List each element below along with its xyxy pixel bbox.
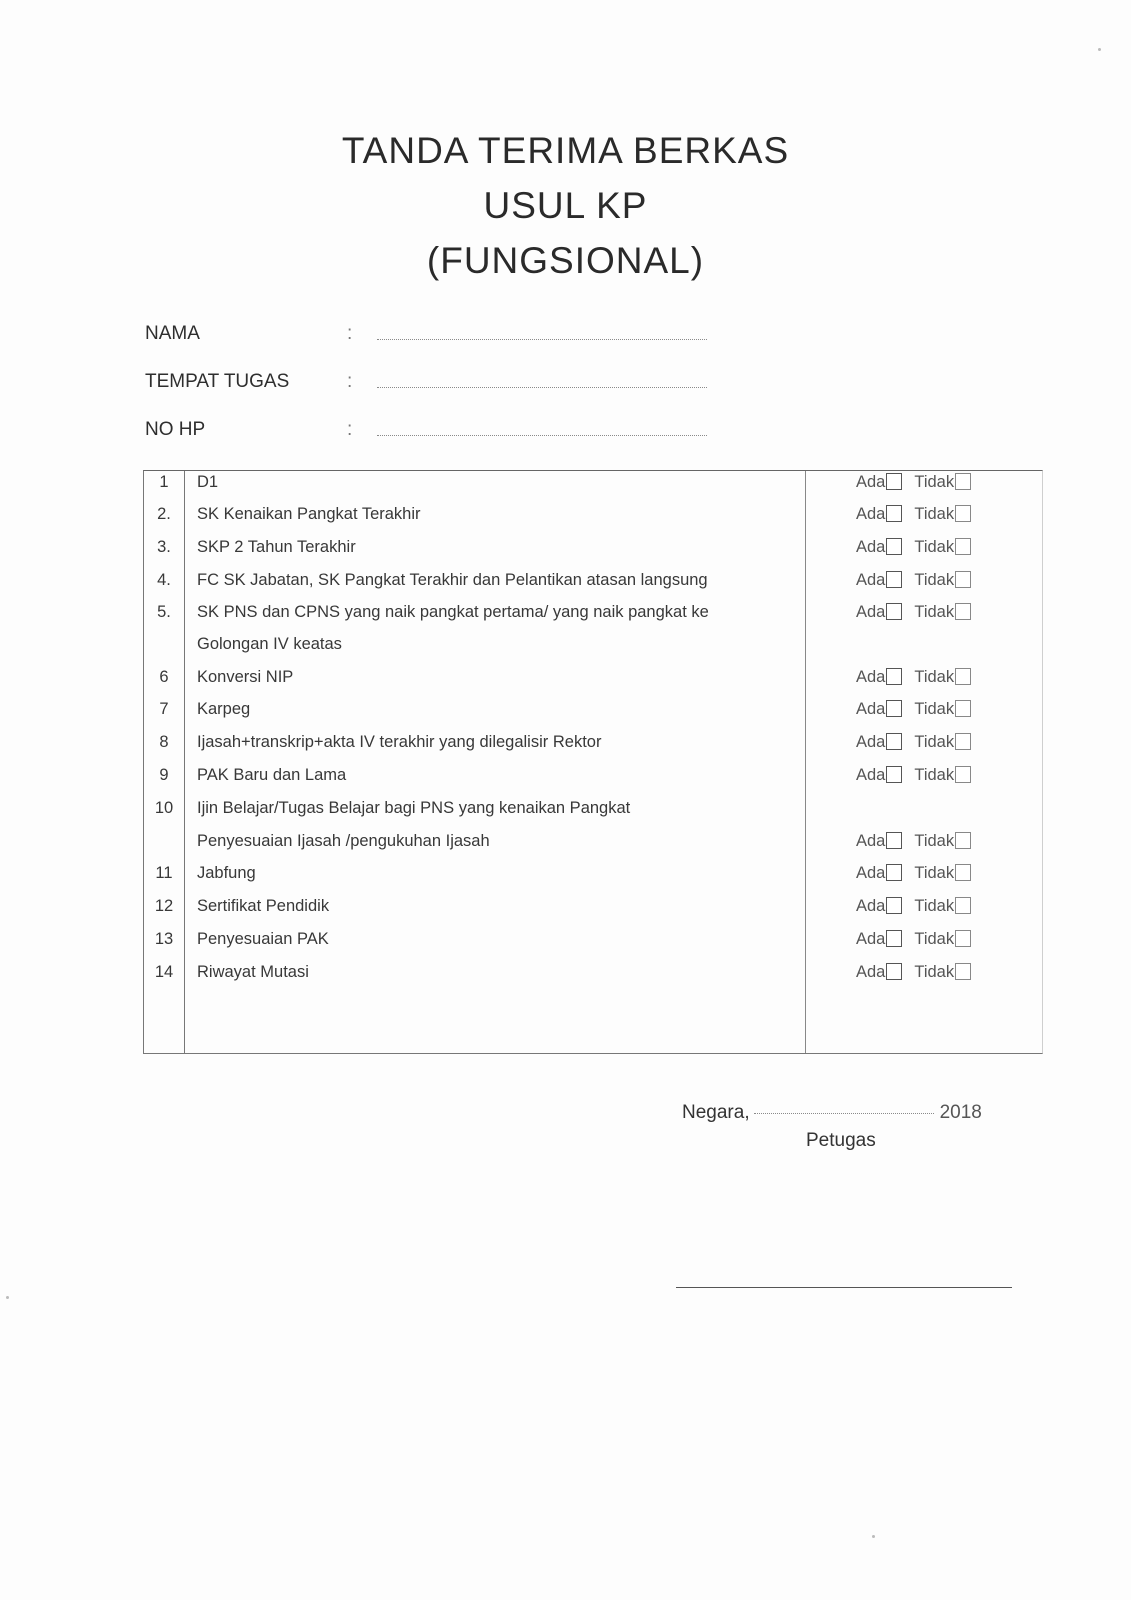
tidak-checkbox[interactable] xyxy=(955,864,971,881)
ada-label: Ada xyxy=(856,963,886,981)
ada-label: Ada xyxy=(856,700,886,718)
officer-label: Petugas xyxy=(806,1130,876,1151)
ada-checkbox[interactable] xyxy=(886,473,902,490)
tidak-label: Tidak xyxy=(914,963,955,981)
row-number: 12 xyxy=(154,897,174,915)
year-label: 2018 xyxy=(939,1102,982,1123)
tidak-label: Tidak xyxy=(914,473,955,491)
table-row xyxy=(144,928,1042,958)
ada-label: Ada xyxy=(856,733,886,751)
ada-label: Ada xyxy=(856,473,886,491)
no-hp-field[interactable] xyxy=(145,419,705,449)
tidak-checkbox[interactable] xyxy=(955,538,971,555)
row-number: 11 xyxy=(155,864,173,882)
title-line-2: USUL KP xyxy=(483,185,648,226)
row-number: 9 xyxy=(159,766,169,784)
row-description: PAK Baru dan Lama xyxy=(197,766,347,784)
tempat-tugas-field[interactable] xyxy=(145,371,705,401)
tidak-label: Tidak xyxy=(914,897,955,915)
ada-label: Ada xyxy=(856,897,886,915)
ada-checkbox[interactable] xyxy=(886,930,902,947)
row-description: FC SK Jabatan, SK Pangkat Terakhir dan Pelantikan atasan langsung xyxy=(197,571,708,589)
tidak-checkbox[interactable] xyxy=(955,668,971,685)
row-description: SK Kenaikan Pangkat Terakhir xyxy=(197,505,421,523)
ada-checkbox[interactable] xyxy=(886,505,902,522)
row-status xyxy=(856,700,971,719)
tempat-tugas-label: TEMPAT TUGAS xyxy=(145,371,290,392)
tidak-label: Tidak xyxy=(914,733,955,751)
row-status xyxy=(856,864,971,883)
tidak-label: Tidak xyxy=(914,700,955,718)
row-status xyxy=(856,733,971,752)
table-row xyxy=(144,666,1042,696)
row-number: 14 xyxy=(154,963,174,981)
tidak-checkbox[interactable] xyxy=(955,700,971,717)
ada-checkbox[interactable] xyxy=(886,864,902,881)
row-description: Penyesuaian PAK xyxy=(197,930,329,948)
table-row xyxy=(144,503,1042,533)
row-description: Jabfung xyxy=(197,864,256,882)
tidak-checkbox[interactable] xyxy=(955,473,971,490)
no-hp-label: NO HP xyxy=(145,419,206,440)
ada-checkbox[interactable] xyxy=(886,766,902,783)
row-status xyxy=(856,505,971,524)
no-hp-fill-line[interactable] xyxy=(377,435,707,436)
table-row xyxy=(144,536,1042,566)
row-status xyxy=(856,538,971,557)
row-description: Ijin Belajar/Tugas Belajar bagi PNS yang kenaikan Pangkat xyxy=(197,799,631,817)
row-number: 7 xyxy=(159,700,169,718)
row-number: 3. xyxy=(157,538,171,556)
tidak-label: Tidak xyxy=(914,538,955,556)
row-status xyxy=(856,766,971,785)
tidak-checkbox[interactable] xyxy=(955,505,971,522)
row-number: 2. xyxy=(157,505,171,523)
row-status xyxy=(856,571,971,590)
row-number: 13 xyxy=(154,930,174,948)
row-number: 6 xyxy=(159,668,169,686)
ada-checkbox[interactable] xyxy=(886,571,902,588)
row-number: 5. xyxy=(157,603,171,621)
row-number: 10 xyxy=(154,799,174,817)
tidak-checkbox[interactable] xyxy=(955,963,971,980)
tidak-label: Tidak xyxy=(914,766,955,784)
row-number: 1 xyxy=(159,473,169,491)
table-row xyxy=(144,731,1042,761)
row-status xyxy=(856,832,971,851)
row-description-continued: Golongan IV keatas xyxy=(197,635,342,653)
tempat-tugas-colon: : xyxy=(347,371,353,392)
row-status xyxy=(856,668,971,687)
ada-label: Ada xyxy=(856,668,886,686)
table-row xyxy=(144,698,1042,728)
title-line-3: (FUNGSIONAL) xyxy=(426,240,705,281)
tidak-checkbox[interactable] xyxy=(955,897,971,914)
row-description: SKP 2 Tahun Terakhir xyxy=(197,538,356,556)
ada-checkbox[interactable] xyxy=(886,963,902,980)
table-row xyxy=(144,764,1042,794)
row-status xyxy=(856,473,971,492)
table-row xyxy=(144,569,1042,599)
tidak-label: Tidak xyxy=(914,864,955,882)
row-description-continued: Penyesuaian Ijasah /pengukuhan Ijasah xyxy=(197,832,490,850)
table-row-continuation xyxy=(144,633,1042,663)
tidak-checkbox[interactable] xyxy=(955,766,971,783)
scan-speck xyxy=(872,1535,875,1538)
row-number: 4. xyxy=(157,571,171,589)
row-status xyxy=(856,963,971,982)
tidak-label: Tidak xyxy=(914,832,955,850)
table-row xyxy=(144,895,1042,925)
ada-checkbox[interactable] xyxy=(886,668,902,685)
table-row xyxy=(144,862,1042,892)
row-description: Konversi NIP xyxy=(197,668,294,686)
table-row xyxy=(144,961,1042,991)
row-description: Riwayat Mutasi xyxy=(197,963,309,981)
ada-label: Ada xyxy=(856,603,886,621)
ada-checkbox[interactable] xyxy=(886,832,902,849)
row-status xyxy=(856,897,971,916)
ada-checkbox[interactable] xyxy=(886,700,902,717)
signature-line[interactable] xyxy=(676,1287,1012,1288)
table-row xyxy=(144,601,1042,631)
nama-label: NAMA xyxy=(145,323,200,344)
tidak-checkbox[interactable] xyxy=(955,930,971,947)
row-description: Karpeg xyxy=(197,700,251,718)
row-number: 8 xyxy=(159,733,169,751)
table-row xyxy=(144,797,1042,827)
row-status xyxy=(856,603,971,622)
ada-checkbox[interactable] xyxy=(886,897,902,914)
ada-checkbox[interactable] xyxy=(886,603,902,620)
ada-label: Ada xyxy=(856,505,886,523)
nama-colon: : xyxy=(347,323,353,344)
tidak-label: Tidak xyxy=(914,603,955,621)
nama-field[interactable] xyxy=(145,323,705,353)
tidak-label: Tidak xyxy=(914,930,955,948)
ada-checkbox[interactable] xyxy=(886,538,902,555)
tidak-checkbox[interactable] xyxy=(955,733,971,750)
place-label: Negara, xyxy=(682,1102,750,1123)
ada-label: Ada xyxy=(856,832,886,850)
row-description: SK PNS dan CPNS yang naik pangkat pertama/ yang naik pangkat ke xyxy=(197,603,709,621)
table-row-continuation xyxy=(144,830,1042,860)
row-description: Sertifikat Pendidik xyxy=(197,897,330,915)
no-hp-colon: : xyxy=(347,419,353,440)
nama-fill-line[interactable] xyxy=(377,339,707,340)
scan-speck xyxy=(1098,48,1101,51)
row-status xyxy=(856,930,971,949)
tidak-label: Tidak xyxy=(914,505,955,523)
tidak-label: Tidak xyxy=(914,668,955,686)
tempat-tugas-fill-line[interactable] xyxy=(377,387,707,388)
tidak-checkbox[interactable] xyxy=(955,832,971,849)
ada-label: Ada xyxy=(856,930,886,948)
row-description: D1 xyxy=(197,473,219,491)
ada-checkbox[interactable] xyxy=(886,733,902,750)
ada-label: Ada xyxy=(856,571,886,589)
tidak-checkbox[interactable] xyxy=(955,603,971,620)
tidak-checkbox[interactable] xyxy=(955,571,971,588)
table-row xyxy=(144,471,1042,501)
title-line-1: TANDA TERIMA BERKAS xyxy=(341,130,790,171)
checklist-table xyxy=(143,470,1043,1054)
scan-speck xyxy=(6,1296,9,1299)
ada-label: Ada xyxy=(856,538,886,556)
signature-place-date xyxy=(682,1102,982,1124)
row-description: Ijasah+transkrip+akta IV terakhir yang dilegalisir Rektor xyxy=(197,733,602,751)
ada-label: Ada xyxy=(856,864,886,882)
tidak-label: Tidak xyxy=(914,571,955,589)
ada-label: Ada xyxy=(856,766,886,784)
date-fill-line[interactable] xyxy=(754,1113,934,1114)
